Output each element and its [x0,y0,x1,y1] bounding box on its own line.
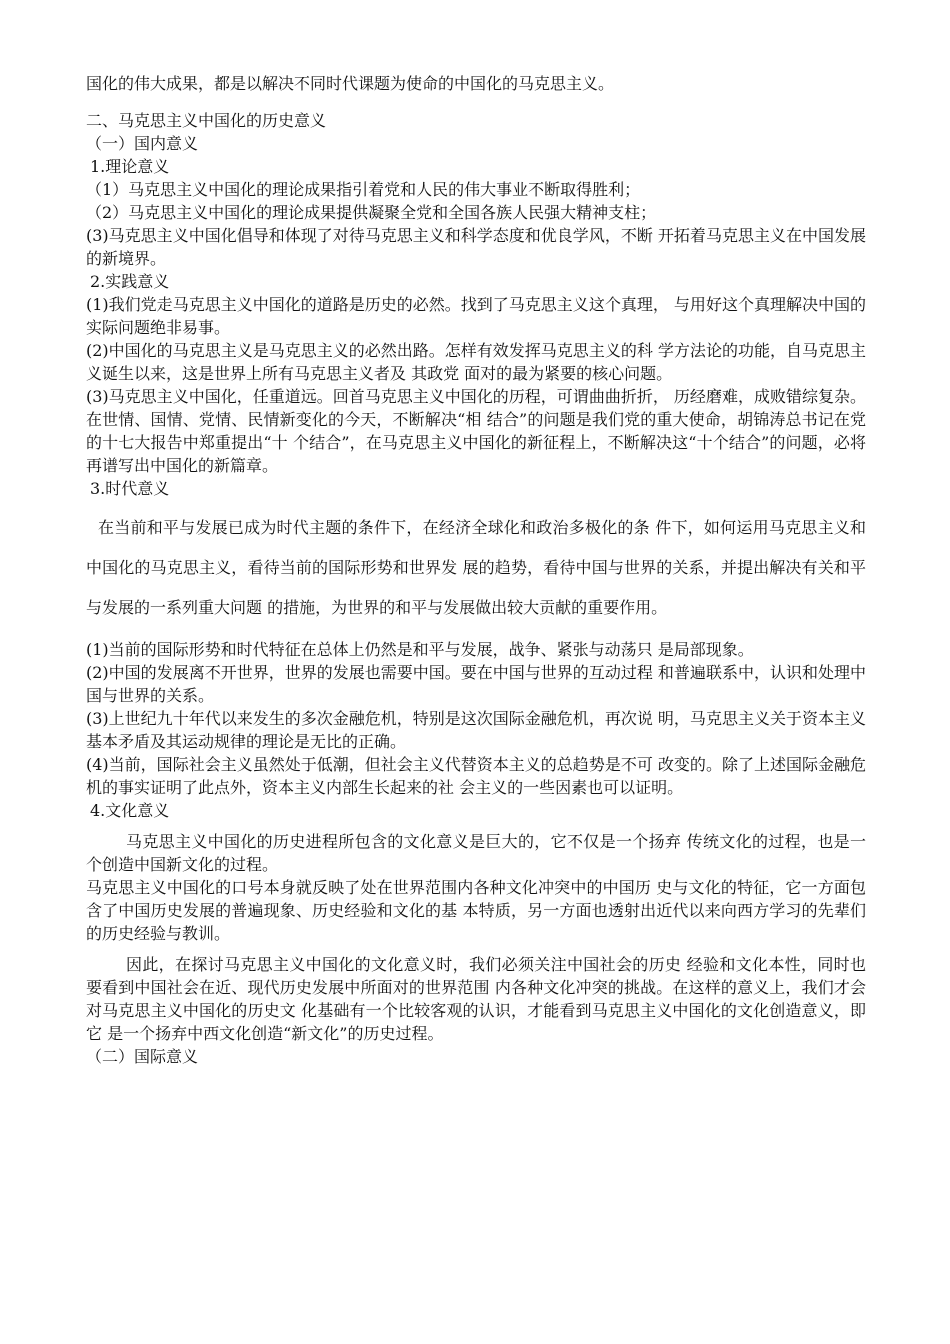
culture-title: 4.文化意义 [90,801,170,820]
practice-item-3: (3)马克思主义中国化，任重道远。回首马克思主义中国化的历程，可谓曲曲折折， 历经磨难，成败错综复杂。在世情、国情、党情、民情新变化的今天，不断解决“相 结合”的问题是我们党的重大使命，胡锦涛总书记在党的十七大报告中郑重提出“十 个结合”，在马克思主义中国化的新征程上，不断解决这“十个结合”的问题，必将 再谱写出中国化的新篇章。 [86,387,866,475]
theory-title: 1.理论意义 [90,157,170,176]
part2-title: （二）国际意义 [86,1047,199,1066]
era-item-3: (3)上世纪九十年代以来发生的多次金融危机，特别是这次国际金融危机，再次说 明，马克思主义关于资本主义基本矛盾及其运动规律的理论是无比的正确。 [86,709,866,751]
era-item-2: (2)中国的发展离不开世界，世界的发展也需要中国。要在中国与世界的互动过程 和普遍联系中，认识和处理中国与世界的关系。 [86,663,866,705]
era-item-4: (4)当前，国际社会主义虽然处于低潮，但社会主义代替资本主义的总趋势是不可 改变的。除了上述国际金融危机的事实证明了此点外，资本主义内部生长起来的社 会主义的一些因素也可以证明。 [86,755,866,797]
culture-paragraph-1: 马克思主义中国化的历史进程所包含的文化意义是巨大的，它不仅是一个扬弃 传统文化的过程，也是一个创造中国新文化的过程。 [86,832,866,874]
practice-title: 2.实践意义 [90,272,170,291]
theory-item-2: （2）马克思主义中国化的理论成果提供凝聚全党和全国各族人民强大精神支柱； [86,203,657,222]
section-title: 二、马克思主义中国化的历史意义 [86,111,327,130]
document-page [86,72,866,1068]
culture-paragraph-3: 因此，在探讨马克思主义中国化的文化意义时，我们必须关注中国社会的历史 经验和文化本性，同时也要看到中国社会在近、现代历史发展中所面对的世界范围 内各种文化冲突的挑战。在这样的意义上，我们才会对马克思主义中国化的历史文 化基础有一个比较客观的认识，才能看到马克思主义中国化的文化创造意义，即它 是一个扬弃中西文化创造“新文化”的历史过程。 [86,955,866,1043]
era-item-1: (1)当前的国际形势和时代特征在总体上仍然是和平与发展，战争、紧张与动荡只 是局部现象。 [86,640,754,659]
practice-item-2: (2)中国化的马克思主义是马克思主义的必然出路。怎样有效发挥马克思主义的科 学方法论的功能，自马克思主义诞生以来，这是世界上所有马克思主义者及 其政党 面对的最为紧要的核心问题。 [86,341,866,383]
era-title: 3.时代意义 [90,479,170,498]
era-paragraph: 在当前和平与发展已成为时代主题的条件下，在经济全球化和政治多极化的条 件下，如何运用马克思主义和中国化的马克思主义，看待当前的国际形势和世界发 展的趋势，看待中国与世界的关系，并提出解决有关和平与发展的一系列重大问题 的措施，为世界的和平与发展做出较大贡献的重要作用。 [86,518,866,617]
practice-item-1: (1)我们党走马克思主义中国化的道路是历史的必然。找到了马克思主义这个真理， 与用好这个真理解决中国的实际问题绝非易事。 [86,295,866,337]
theory-item-3: (3)马克思主义中国化倡导和体现了对待马克思主义和科学态度和优良学风，不断 开拓着马克思主义在中国发展的新境界。 [86,226,866,268]
intro-tail: 国化的伟大成果，都是以解决不同时代课题为使命的中国化的马克思主义。 [86,74,615,93]
part1-title: （一）国内意义 [86,134,199,153]
theory-item-1: （1）马克思主义中国化的理论成果指引着党和人民的伟大事业不断取得胜利； [86,180,641,199]
culture-paragraph-2: 马克思主义中国化的口号本身就反映了处在世界范围内各种文化冲突中的中国历 史与文化的特征，它一方面包含了中国历史发展的普遍现象、历史经验和文化的基 本特质，另一方面也透射出近代以来向西方学习的先辈们的历史经验与教训。 [86,878,866,943]
